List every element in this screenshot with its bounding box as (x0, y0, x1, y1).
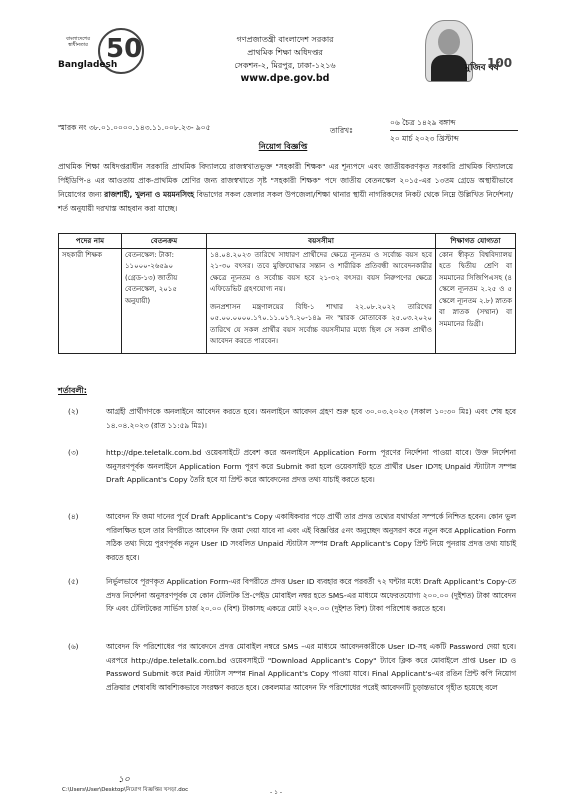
bangladesh-50-logo (58, 28, 146, 78)
table-header: বেতনক্রম (122, 234, 207, 249)
page-number: - ১ - (270, 789, 283, 796)
pay-scale: বেতনস্কেল: টাকা: ১১০০০-২৬৫৯০ (গ্রেড-১৩) জাতীয় বেতনস্কেল, ২০১৫ অনুযায়ী) (122, 248, 207, 353)
table-header: বয়সসীমা (207, 234, 436, 249)
condition-number: (৬) (68, 642, 79, 651)
condition-text: নির্ভুলভাবে পূরণকৃত Application Form-এর বিপরীতে প্রদত্ত User ID ব্যবহার করে পরবর্তী ৭২ ঘন্টার মধ্যে Draft Applicant's Copy-তে প্রদত্ত নির্দেশনা অনুসরণপূর্বক যে কোন টেলিটক প্রি-পেইড মোবাইল নম্বর হতে SMS-এর মাধ্যমে অফেরতযোগ্য ২০০.০০ (দুইশত) টাকা আবেদন ফি এবং টেলিটকের সার্ভিস চার্জ ২০.০০ (বিশ) টাকাসহ একত্রে মোট ২২০.০০ (দুইশত বিশ) টাকা পরিশোধ করতে হবে। (106, 577, 516, 613)
logo-brand: Bangladesh (58, 60, 118, 70)
condition-number: (৫) (68, 577, 79, 586)
page-title: নিয়োগ বিজ্ঞপ্তি (258, 142, 308, 151)
table-row (59, 248, 516, 353)
date-english: ২০ মার্চ ২০২৩ খ্রিস্টাব্দ (390, 134, 459, 143)
table-header: শিক্ষাগত যোগ্যতা (436, 234, 516, 249)
condition-number: (৩) (68, 448, 79, 457)
qualification: কোন স্বীকৃত বিশ্ববিদ্যালয় হতে দ্বিতীয় শ্রেণি বা সমমানের সিজিপিএসহ (৪ স্কেলে ন্যূনতম ২.২৫ ও ৫ স্কেলে ন্যূনতম ২.৮) স্নাতক বা স্নাতক (সম্মান) বা সমমানের ডিগ্রী। (436, 248, 516, 353)
condition-text: http://dpe.teletalk.com.bd ওয়েবসাইটে প্রবেশ করে অনলাইনে Application Form পূরণের নির্দেশনা পাওয়া যাবে। উক্ত নির্দেশনা অনুসরণপূর্বক অনলাইনে Application Form পূরণ করে Submit করা হলে ওয়েবসাইট হতে প্রার্থীর User IDসহ Unpaid স্ট্যাটাস সম্পন্ন Draft Applicant's Copy তৈরি হবে যা প্রিন্ট করে আবেদনের প্রদত্ত তথ্য যাচাই করতে হবে। (106, 448, 516, 484)
post-name: সহকারী শিক্ষক (59, 248, 122, 353)
mujib-100-logo (425, 20, 513, 85)
condition-text: আগ্রহী প্রার্থীগণকে অনলাইনে আবেদন করতে হবে। অনলাইনে আবেদন গ্রহণ শুরু হবে ৩০.০৩.২০২৩ (সকাল ১০:৩০ মিঃ) এবং শেষ হবে ১৪.০৪.২০২৩ (রাত ১১:৫৯ মিঃ)। (106, 407, 516, 430)
letterhead (170, 33, 400, 85)
intro-paragraph: প্রাথমিক শিক্ষা অধিদপ্তরাধীন সরকারি প্রাথমিক বিদ্যালয়ে রাজস্বখাতভুক্ত "সহকারী শিক্ষক" এর শূন্যপদে এবং জাতীয়করণকৃত সরকারি প্রাথমিক বিদ্যালয়ে পিইডিপি-৪ এর আওতায় প্রাক-প্রাথমিক শ্রেণির জন্য রাজস্বখাতে সৃষ্ট "সহকারী শিক্ষক" পদে জাতীয় বেতনস্কেল ২০১৫-এর ১৩তম গ্রেডে অস্থায়ীভাবে নিয়োগের জন্য রাজশাহী, খুলনা ও ময়মনসিংহ বিভাগের সকল জেলার সকল উপজেলা/শিক্ষা থানার স্থায়ী নাগরিকদের নিকট থেকে নিম্নে উল্লিখিত নির্দেশনা/শর্ত অনুযায়ী দরখাস্ত আহবান করা যাচ্ছে। (58, 162, 513, 213)
table-header-row (59, 234, 516, 249)
age-limit: ১৪.০৪.২০২৩ তারিখে সাধারণ প্রার্থীদের ক্ষেত্রে ন্যূনতম ও সর্বোচ্চ বয়স হবে ২১-৩০ বৎসর। তবে মুক্তিযোদ্ধার সন্তান ও শারীরিক প্রতিবন্ধী আবেদনকারীর ক্ষেত্রে ন্যূনতম ও সর্বোচ্চ বয়স হবে ২১-৩২ বৎসর। বয়স নিরুপণের ক্ষেত্রে এফিডেভিট গ্রহণযোগ্য নয়। জনপ্রশাসন মন্ত্রণালয়ের বিধি-১ শাখার ২২.০৮.২০২২ তারিখের ০৫.০০.০০০০.১৭০.১১.০১৭.২০-১৪৯ নং স্মারক মোতাবেক ২৫.০৩.২০২০ তারিখে যে সকল প্রার্থীর বয়স সর্বোচ্চ বয়সসীমার মধ্যে ছিল সে সকল প্রার্থীও আবেদন করতে পারবেন। (207, 248, 436, 353)
logo-number: 50 (106, 34, 143, 64)
divisions: রাজশাহী, খুলনা ও ময়মনসিংহ (104, 190, 195, 199)
condition-text: আবেদন ফি জমা দানের পূর্বে Draft Applicant's Copy একাধিকবার পড়ে প্রার্থী তার প্রদত্ত তথ্যের যথার্থতা সম্পর্কে নিশ্চিত হবেন। কোন ভুল পরিলক্ষিত হলে তার বিপরীতে আবেদন ফি জমা দেয়া যাবে না এবং এই বিজ্ঞপ্তির ৫নং অনুচ্ছেদ অনুসরণ করে নতুন করে Application Form সঠিক তথ্য দিয়ে পুরণপূর্বক নতুন User ID সংবলিত Unpaid স্ট্যাটাস সম্পন্ন Draft Applicant's Copy প্রিন্ট নিয়ে পুনরায় প্রদত্ত তথ্য যাচাই করতে হবে। (106, 512, 516, 562)
mujib-logo-number: 100 (487, 56, 513, 70)
conditions-title: শর্তাবলী: (58, 386, 87, 395)
address: সেকশন-২, মিরপুর, ঢাকা-১২১৬ (234, 61, 336, 70)
condition-number: (৪) (68, 512, 79, 521)
date-label: তারিখঃ (330, 126, 353, 135)
initial-mark: ১০ (118, 775, 130, 785)
condition-text: আবেদন ফি পরিশোধের পর আবেদনে প্রদত্ত মোবাইল নম্বরে SMS –এর মাধ্যমে আবেদনকারীকে User ID-সহ একটি Password দেয়া হবে। এরপরে http://dpe.teletalk.com.bd ওয়েবসাইটে "Download Applicant's Copy" ট্যাবে ক্লিক করে মোবাইলে প্রাপ্ত User ID ও Password Submit করে Paid স্ট্যাটাস সম্পন্ন Final Applicant's Copy পাওয়া যাবে। Final Applicant's-এর রঙিন প্রিন্ট কপি নিয়োগ প্রক্রিয়ার শেষাবধি আবশ্যিকভাবে সংরক্ষণ করতে হবে। কেবলমাত্র আবেদন ফি পরিশোধের পরেই আবেদনটি চূড়ান্তভাবে গৃহীত হয়েছে বলে (106, 642, 516, 692)
govt-name: গণপ্রজাতন্ত্রী বাংলাদেশ সরকার (236, 35, 334, 44)
department-name: প্রাথমিক শিক্ষা অধিদপ্তর (247, 48, 323, 57)
website-link[interactable]: www.dpe.gov.bd (240, 73, 330, 84)
footer-file-path: C:\Users\User\Desktop\নিয়োগ বিজ্ঞপ্তির খসড়া.doc (62, 787, 189, 793)
memo-number: স্মারক নং ৩৮.০১.০০০০.১৪৩.১১.০০৮.২৩- ৯০৫ (58, 123, 211, 132)
table-header: পদের নাম (59, 234, 122, 249)
logo-caption: বাংলাদেশের স্বাধীনতার (66, 36, 90, 48)
date-bangla: ০৬ চৈত্র ১৪২৯ বঙ্গাব্দ (390, 118, 456, 127)
mujib-logo-text: মুজিব বর্ষ (465, 63, 499, 73)
condition-number: (২) (68, 407, 79, 416)
post-table (58, 233, 516, 354)
